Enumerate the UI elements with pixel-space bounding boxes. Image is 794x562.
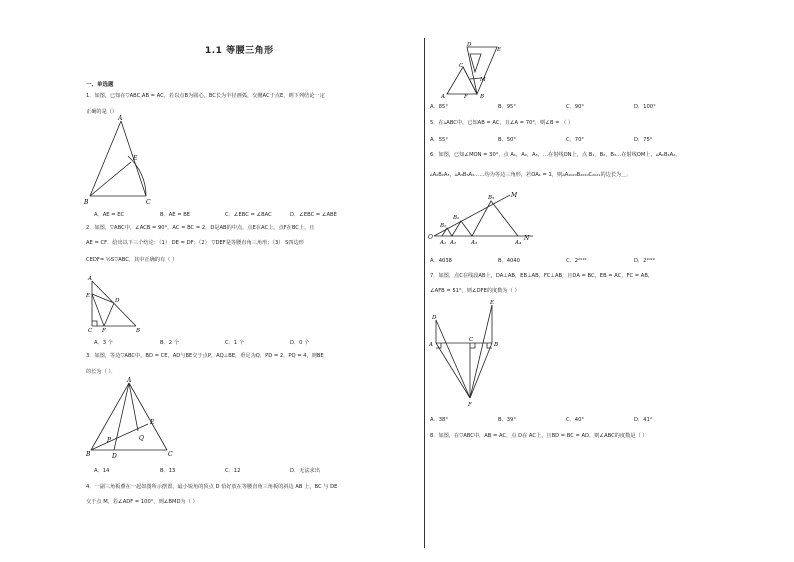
q2-text-line2: AE = CF．给出以下三个结论：（1） DE = DF；（2） ▽DEF是等腰直角三角形；（3） S四边形: [86, 240, 304, 246]
q2-option-d[interactable]: D．0 个: [290, 340, 310, 346]
q4-figure: [437, 42, 507, 100]
q4-option-a[interactable]: A．85°: [430, 104, 448, 110]
q6-label-N: N: [524, 235, 530, 242]
q3-option-b[interactable]: B．13: [160, 468, 176, 474]
section-heading: 一、单选题: [86, 82, 114, 88]
q1-option-d[interactable]: D．∠EBC = ∠ABE: [290, 212, 337, 218]
q4-option-b[interactable]: B．95°: [498, 104, 516, 110]
q3-label-E: E: [150, 419, 155, 426]
q4-label-M: M: [480, 77, 486, 83]
q4-text-line1: 4．一副三角板叠在一起如图所示摆置，最小锐角的顶点 D 恰好放在等腰直角三角板的斜边 AB 上，BC 与 DE: [86, 484, 338, 490]
q4-label-D: D: [467, 42, 472, 48]
q1-label-E: E: [133, 155, 138, 162]
q5-option-a[interactable]: A．55°: [430, 137, 448, 143]
q6-label-A4: A₄: [515, 240, 522, 246]
q4-label-B: B: [480, 94, 485, 100]
q3-label-A: A: [127, 377, 132, 384]
q6-label-M: M: [511, 192, 518, 199]
q6-figure: [428, 190, 538, 250]
q7-text-line2: ∠AFB = 51°，则∠DFE的度数为（ ）: [430, 288, 520, 294]
q7-figure: [428, 300, 508, 410]
q3-option-d[interactable]: D．无法求出: [290, 468, 320, 474]
q1-text-line1: 1．如图，已知在▽ABC,AB = AC，若以点B为圆心，BC长为半径画弧，交腰AC于点E，则下列结论一定: [86, 93, 325, 99]
q6-label-A2: A₂: [450, 240, 457, 246]
q3-text-line2: 的长为（ ）．: [86, 369, 117, 375]
q6-text-line2: ▵A₂B₂A₃，▵A₃B₃A₄……均为等边三角形，若OA₁ = 1，则▵A₂₀₂₀B₂₀₂₀C₂₀₂₁的边长为＿．: [430, 172, 632, 178]
q3-label-D: D: [112, 453, 117, 460]
q2-figure: [86, 276, 146, 336]
q3-option-a[interactable]: A．14: [94, 468, 110, 474]
q1-text-line2: 正确的是（）: [86, 109, 118, 115]
q3-label-Q: Q: [139, 435, 144, 442]
q2-label-F: F: [102, 328, 106, 334]
q6-label-B3: B₃: [488, 195, 495, 201]
q5-text-line1: 5．在▵ABC中，已知AB = AC，且∠A = 70°，则∠B = （ ）: [430, 120, 574, 126]
q4-label-F: F: [464, 94, 468, 100]
q7-option-a[interactable]: A．38°: [430, 417, 448, 423]
q4-option-d[interactable]: D．100°: [634, 104, 656, 110]
q3-label-B: B: [86, 451, 91, 458]
q7-option-d[interactable]: D．41°: [634, 417, 653, 423]
q7-label-F: F: [468, 402, 472, 408]
q2-label-D: D: [115, 298, 120, 304]
q2-label-A: A: [88, 276, 92, 282]
q1-option-b[interactable]: B．AE = BE: [160, 212, 191, 218]
column-divider: [424, 38, 425, 548]
q5-option-d[interactable]: D．75°: [634, 137, 653, 143]
q6-label-O: O: [428, 234, 433, 241]
q6-option-d[interactable]: D．2²⁰²⁰: [634, 258, 655, 264]
q7-option-c[interactable]: C．40°: [566, 417, 585, 423]
q2-label-E: E: [86, 293, 91, 299]
q8-text-line1: 8．如图，在▽ABC中，AB = AC，点 D在 AC上，且BD = BC = AD，则∠ABC的度数是（ ）: [430, 433, 648, 439]
q6-label-B2: B₂: [453, 215, 460, 221]
q2-text-line3: CEDF= ½S▽ABC，其中正确的有（ ）: [86, 257, 178, 263]
q6-option-b[interactable]: B．4040: [498, 258, 520, 264]
q6-label-A3: A₃: [471, 240, 478, 246]
q2-label-B: B: [136, 328, 141, 334]
q3-label-C: C: [168, 451, 173, 458]
q1-option-a[interactable]: A．AE = EC: [94, 212, 125, 218]
q2-option-c[interactable]: C．1 个: [225, 340, 244, 346]
q3-option-c[interactable]: C．12: [225, 468, 241, 474]
q2-option-b[interactable]: B．2 个: [160, 340, 179, 346]
q7-label-C: C: [469, 337, 474, 343]
q6-option-c[interactable]: C．2²⁰¹⁹: [566, 258, 587, 264]
q1-label-A: A: [118, 115, 123, 122]
q6-text-line1: 6．如图，已知∠MON = 30°，点 A₁，A₂，A₃，…在射线ON上，点 B₁，B₂，B₃…在射线OM上，▵A₁B₁A₂，: [430, 152, 681, 158]
q4-label-C: C: [459, 63, 464, 69]
q1-option-c[interactable]: C．∠EBC = ∠BAC: [225, 212, 272, 218]
q2-text-line1: 2．如图，▽ABC中，∠ACB = 90°，AC = BC = 2，D是AB的中点，点E在AC上，点F在BC上，且: [86, 225, 315, 231]
q4-option-c[interactable]: C．90°: [566, 104, 585, 110]
q5-option-c[interactable]: C．70°: [566, 137, 585, 143]
worksheet-title: 1.1 等腰三角形: [205, 46, 274, 56]
q3-figure: [86, 377, 176, 460]
q7-label-D: D: [432, 315, 437, 321]
q3-text-line1: 3．如图，等边▽ABC中，BD = CE，AD与BE交于点P，AQ⊥BE，垂足为Q，PD = 2，PQ = 4，则BE: [86, 353, 324, 359]
q7-label-E: E: [490, 300, 495, 306]
q7-text-line1: 7．如图，点C在线段AB上，DA⊥AB，EB⊥AB，FC⊥AB，且DA = BC，EB = AC，FC = AB，: [430, 273, 654, 279]
q4-label-E: E: [497, 47, 502, 53]
q2-label-C: C: [88, 328, 93, 334]
q7-label-A: A: [429, 342, 433, 348]
q6-label-B1: B₁: [440, 223, 447, 229]
q2-option-a[interactable]: A．3 个: [94, 340, 113, 346]
q6-option-a[interactable]: A．4038: [430, 258, 452, 264]
q5-option-b[interactable]: B．50°: [498, 137, 516, 143]
q1-label-B: B: [84, 199, 89, 206]
q3-label-P: P: [107, 437, 112, 444]
q4-label-A: A: [441, 94, 445, 100]
q1-label-C: C: [146, 199, 151, 206]
q6-label-A1: A₁: [440, 240, 447, 246]
q7-option-b[interactable]: B．39°: [498, 417, 516, 423]
q4-text-line2: 交于点 M，若∠ADF = 100°，则∠BMD为（ ）: [86, 499, 198, 505]
q1-figure: [84, 115, 164, 208]
q7-label-B: B: [494, 342, 499, 348]
